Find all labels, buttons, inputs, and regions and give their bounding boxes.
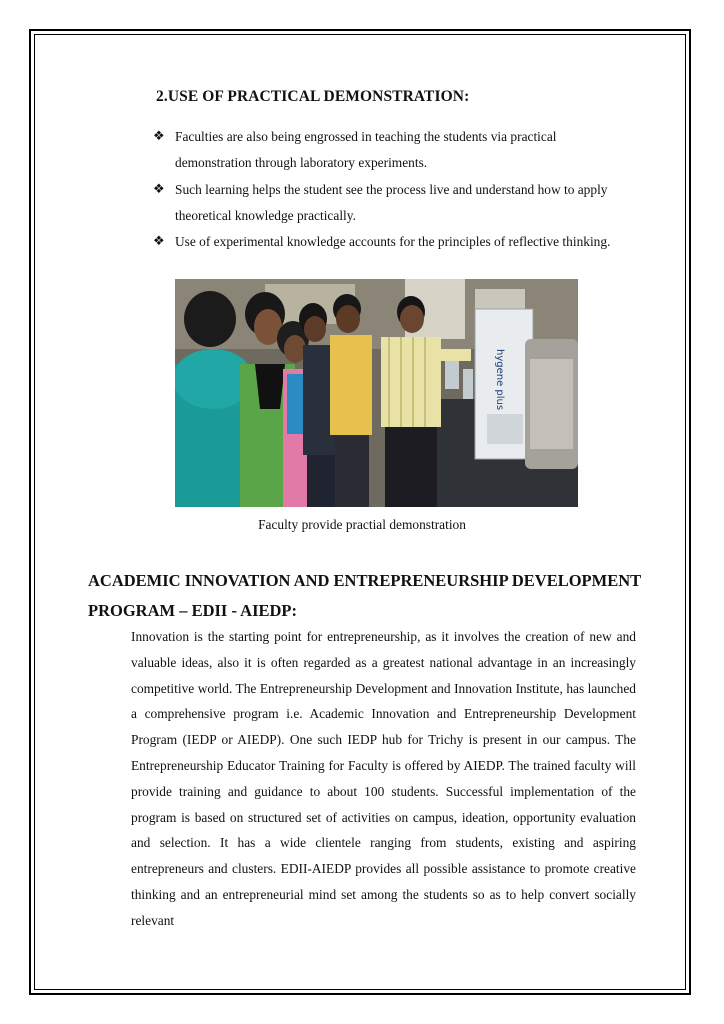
section-heading: 2.USE OF PRACTICAL DEMONSTRATION: — [156, 88, 470, 105]
lab-demonstration-photo — [175, 279, 578, 507]
bullet-item — [153, 177, 613, 230]
equipment-label: hygene plus — [494, 349, 505, 411]
body-paragraph: Innovation is the starting point for entrepreneurship, as it involves the creation of new and valuable ideas, also it is often regarded as a greatest national advantage in an increasingly competitive world. The Entrepreneurship Development and Innovation Institute, has launched a comprehensive program i.e. Academic Innovation and Entrepreneurship Development Program (IEDP or AIEDP). One such IEDP hub for Trichy is present in our campus. The Entrepreneurship Educator Training for Faculty is offered by AIEDP. The trained faculty will provide training and guidance to about 100 students. Successful implementation of the program is based on structured set of activities on campus, ideation, opportunity evaluation and selection. It has a wide clientele ranging from students, existing and aspiring entrepreneurs and clusters. EDII-AIEDP provides all possible assistance to promote creative thinking and an entrepreneurial mind set among the students so as to help convert socially relevant — [131, 629, 636, 928]
diamond-bullet-icon: ❖ — [153, 129, 165, 144]
diamond-bullet-icon: ❖ — [153, 234, 165, 250]
section-heading: ACADEMIC INNOVATION AND ENTREPRENEURSHIP DEVELOPMENT PROGRAM – EDII - AIEDP: — [88, 571, 641, 620]
bullet-item — [153, 124, 613, 177]
bullet-list — [153, 124, 613, 255]
bullet-text: Use of experimental knowledge accounts for the principles of reflective thinking. — [175, 234, 611, 250]
bullet-item — [153, 229, 613, 255]
diamond-bullet-icon: ❖ — [153, 181, 165, 197]
bullet-text: Such learning helps the student see the process live and understand how to apply theoretical knowledge practically. — [175, 181, 608, 223]
photo-caption: Faculty provide practial demonstration — [258, 517, 466, 532]
bullet-text: Faculties are also being engrossed in teaching the students via practical demonstration through laboratory experiments. — [175, 129, 557, 171]
